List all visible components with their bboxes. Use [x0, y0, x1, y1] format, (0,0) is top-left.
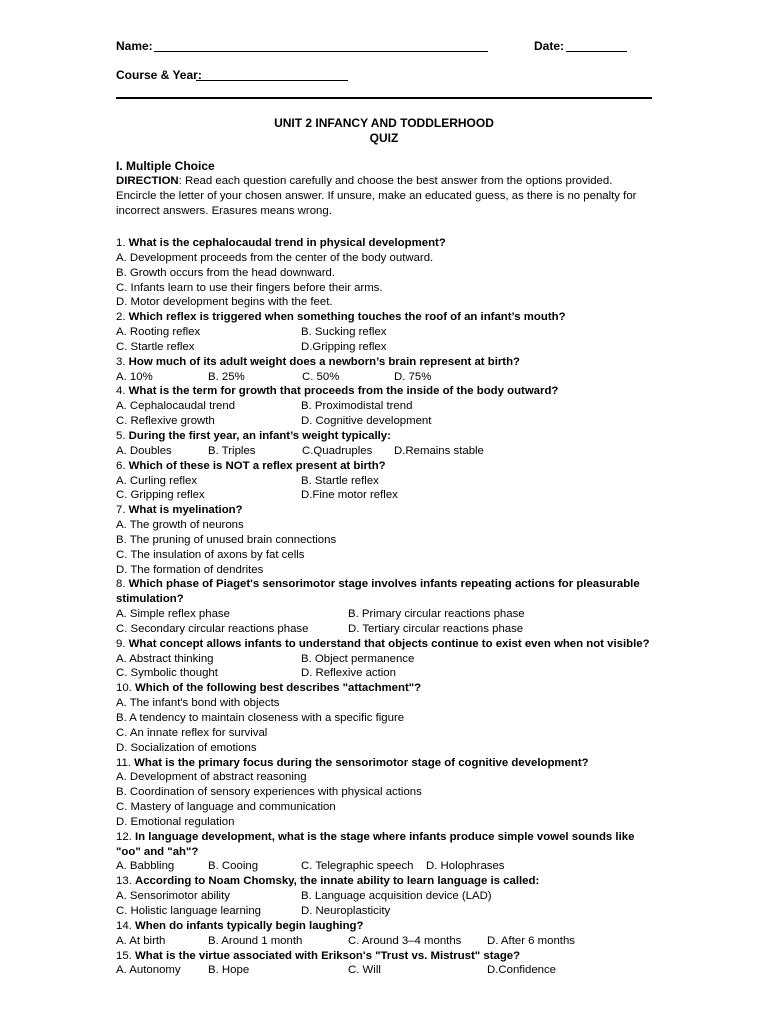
answer-option[interactable]: B. Hope — [208, 964, 250, 977]
option-row — [116, 474, 656, 489]
answer-option[interactable]: D. Tertiary circular reactions phase — [348, 622, 524, 635]
question-number: 5. — [116, 429, 129, 442]
option-row — [116, 934, 656, 949]
answer-option[interactable]: B. 25% — [208, 370, 245, 383]
answer-option[interactable]: A. The growth of neurons — [116, 519, 244, 532]
unit-title: UNIT 2 INFANCY AND TODDLERHOOD — [274, 116, 494, 130]
option-row — [116, 563, 656, 578]
question-12 — [116, 830, 656, 860]
answer-option[interactable]: C. Telegraphic speech — [301, 860, 414, 873]
answer-option[interactable]: C. Mastery of language and communication — [116, 801, 336, 814]
question-6 — [116, 459, 656, 474]
option-row — [116, 488, 656, 503]
question-number: 4. — [116, 385, 129, 398]
answer-option[interactable]: B. Cooing — [208, 860, 259, 873]
question-text: Which phase of Piaget's sensorimotor stage involves infants repeating actions for pleasurable stimulation? — [116, 578, 640, 606]
question-number: 15. — [116, 949, 135, 962]
answer-option[interactable]: B. Primary circular reactions phase — [348, 608, 525, 621]
question-2 — [116, 310, 656, 325]
question-number: 13. — [116, 875, 135, 888]
question-text: According to Noam Chomsky, the innate ability to learn language is called: — [135, 875, 540, 888]
answer-option[interactable]: A. Doubles — [116, 444, 172, 457]
answer-option[interactable]: D. Emotional regulation — [116, 815, 235, 828]
name-label: Name: — [116, 39, 153, 53]
name-field[interactable] — [154, 51, 488, 52]
answer-option[interactable]: B. Sucking reflex — [301, 326, 387, 339]
question-4 — [116, 384, 656, 399]
answer-option[interactable]: A. Abstract thinking — [116, 652, 214, 665]
question-1 — [116, 236, 656, 251]
option-row — [116, 666, 656, 681]
answer-option[interactable]: C. Symbolic thought — [116, 667, 218, 680]
option-row — [116, 399, 656, 414]
question-text: During the first year, an infant’s weight typically: — [128, 429, 391, 442]
quiz-title: QUIZ — [369, 131, 399, 145]
option-row — [116, 963, 656, 978]
answer-option[interactable]: D. 75% — [394, 370, 432, 383]
question-text: What concept allows infants to understand that objects continue to exist even when not visible? — [128, 637, 650, 650]
answer-option[interactable]: C. Secondary circular reactions phase — [116, 622, 309, 635]
answer-option[interactable]: A. Development of abstract reasoning — [116, 771, 307, 784]
question-number: 8. — [116, 578, 129, 591]
answer-option[interactable]: C. Startle reflex — [116, 340, 195, 353]
question-number: 6. — [116, 459, 129, 472]
answer-option[interactable]: C. Holistic language learning — [116, 904, 261, 917]
answer-option[interactable]: C. Reflexive growth — [116, 415, 215, 428]
option-row — [116, 340, 656, 355]
section-heading: I. Multiple Choice — [116, 159, 215, 173]
option-row — [116, 266, 656, 281]
direction-text — [116, 174, 646, 219]
option-row — [116, 325, 656, 340]
question-14 — [116, 919, 656, 934]
question-text: How much of its adult weight does a newborn’s brain represent at birth? — [128, 355, 521, 368]
option-row — [116, 859, 656, 874]
question-9 — [116, 637, 656, 652]
answer-option[interactable]: B. Growth occurs from the head downward. — [116, 266, 336, 279]
answer-option[interactable]: D. Reflexive action — [301, 667, 396, 680]
question-number: 1. — [116, 237, 129, 249]
question-15 — [116, 949, 656, 964]
question-number: 11. — [116, 756, 135, 769]
answer-option[interactable]: D.Gripping reflex — [301, 340, 387, 353]
header-divider — [116, 97, 652, 99]
answer-option[interactable]: A. Simple reflex phase — [116, 608, 230, 621]
question-3 — [116, 355, 656, 370]
question-number: 9. — [116, 637, 129, 650]
question-7 — [116, 503, 656, 518]
option-row — [116, 533, 656, 548]
option-row — [116, 444, 656, 459]
answer-option[interactable]: A. At birth — [116, 934, 166, 947]
answer-option[interactable]: A. Babbling — [116, 860, 175, 873]
answer-option[interactable]: C. Will — [348, 964, 381, 977]
question-11 — [116, 756, 656, 771]
question-number: 7. — [116, 504, 129, 517]
option-row — [116, 904, 656, 919]
question-number: 3. — [116, 355, 129, 368]
option-row — [116, 652, 656, 667]
answer-option[interactable]: B. Triples — [208, 444, 256, 457]
question-text: When do infants typically begin laughing? — [135, 919, 364, 932]
option-row — [116, 741, 656, 756]
answer-option[interactable]: A. Development proceeds from the center of the body outward. — [116, 251, 434, 264]
question-10 — [116, 681, 656, 696]
question-13 — [116, 874, 656, 889]
answer-option[interactable]: D.Remains stable — [394, 444, 484, 457]
answer-option[interactable]: A. Autonomy — [116, 964, 181, 977]
option-row — [116, 785, 656, 800]
question-number: 10. — [116, 682, 135, 695]
answer-option[interactable]: B. Language acquisition device (LAD) — [301, 890, 492, 903]
option-row — [116, 770, 656, 785]
direction-body: : Read each question carefully and choose the best answer from the options provided. Encircle the letter of your chosen answer. If unsure, make an educated guess, as there is no penalty for incorrect answers. Erasures means wrong. — [116, 175, 637, 217]
option-row — [116, 622, 656, 637]
course-year-label: Course & Year: — [116, 68, 202, 82]
question-8 — [116, 577, 656, 607]
course-year-field[interactable] — [196, 80, 348, 81]
question-text: What is the term for growth that proceeds from the inside of the body outward? — [128, 385, 559, 398]
answer-option[interactable]: A. Cephalocaudal trend — [116, 400, 236, 413]
question-text: Which of these is NOT a reflex present at birth? — [128, 459, 386, 472]
option-row — [116, 607, 656, 622]
question-number: 14. — [116, 919, 135, 932]
option-row — [116, 295, 656, 310]
answer-option[interactable]: C.Quadruples — [302, 444, 373, 457]
answer-option[interactable]: D.Confidence — [487, 964, 557, 977]
answer-option[interactable]: B. Around 1 month — [208, 934, 303, 947]
question-number: 2. — [116, 311, 129, 324]
option-row — [116, 281, 656, 296]
question-text: Which reflex is triggered when something touches the roof of an infant’s mouth? — [128, 311, 566, 324]
option-row — [116, 889, 656, 904]
direction-label: DIRECTION — [116, 175, 179, 187]
answer-option[interactable]: A. Sensorimotor ability — [116, 890, 230, 903]
question-text: What is the primary focus during the sensorimotor stage of cognitive development? — [134, 756, 589, 769]
answer-option[interactable]: D. Cognitive development — [301, 415, 432, 428]
question-text: What is the virtue associated with Erikson's "Trust vs. Mistrust" stage? — [135, 949, 521, 962]
answer-option[interactable]: B. Object permanence — [301, 652, 415, 665]
option-row — [116, 696, 656, 711]
question-5 — [116, 429, 656, 444]
option-row — [116, 800, 656, 815]
answer-option[interactable]: C. The insulation of axons by fat cells — [116, 548, 305, 561]
option-row — [116, 726, 656, 741]
question-list — [116, 236, 656, 978]
answer-option[interactable]: A. Curling reflex — [116, 474, 198, 487]
answer-option[interactable]: D. After 6 months — [487, 934, 575, 947]
answer-option[interactable]: C. 50% — [302, 370, 340, 383]
answer-option[interactable]: B. A tendency to maintain closeness with a specific figure — [116, 712, 405, 724]
answer-option[interactable]: C. An innate reflex for survival — [116, 726, 268, 739]
answer-option[interactable]: A. 10% — [116, 370, 153, 383]
option-row — [116, 548, 656, 563]
answer-option[interactable]: B. Proximodistal trend — [301, 400, 413, 413]
answer-option[interactable]: A. Rooting reflex — [116, 326, 201, 339]
option-row — [116, 711, 656, 726]
answer-option[interactable]: C. Infants learn to use their fingers before their arms. — [116, 281, 383, 294]
option-row — [116, 518, 656, 533]
answer-option[interactable]: D. Neuroplasticity — [301, 904, 391, 917]
answer-option[interactable]: B. Coordination of sensory experiences with physical actions — [116, 786, 422, 799]
question-text: Which of the following best describes "attachment"? — [135, 682, 422, 695]
date-field[interactable] — [566, 51, 627, 52]
option-row — [116, 370, 656, 385]
answer-option[interactable]: B. The pruning of unused brain connections — [116, 533, 337, 546]
answer-option[interactable]: C. Around 3–4 months — [348, 934, 462, 947]
answer-option[interactable]: D. Holophrases — [426, 860, 505, 873]
answer-option[interactable]: C. Gripping reflex — [116, 489, 205, 502]
question-text: What is the cephalocaudal trend in physical development? — [128, 237, 446, 249]
question-text: What is myelination? — [128, 504, 243, 517]
answer-option[interactable]: B. Startle reflex — [301, 474, 379, 487]
option-row — [116, 251, 656, 266]
question-text: In language development, what is the stage where infants produce simple vowel sounds like "oo" and "ah"? — [116, 830, 635, 858]
option-row — [116, 414, 656, 429]
answer-option[interactable]: A. The infant's bond with objects — [116, 697, 280, 710]
answer-option[interactable]: D. Socialization of emotions — [116, 741, 257, 754]
answer-option[interactable]: D. Motor development begins with the feet. — [116, 296, 333, 309]
answer-option[interactable]: D.Fine motor reflex — [301, 489, 398, 502]
date-label: Date: — [534, 39, 565, 53]
question-number: 12. — [116, 830, 135, 843]
answer-option[interactable]: D. The formation of dendrites — [116, 563, 264, 576]
option-row — [116, 815, 656, 830]
